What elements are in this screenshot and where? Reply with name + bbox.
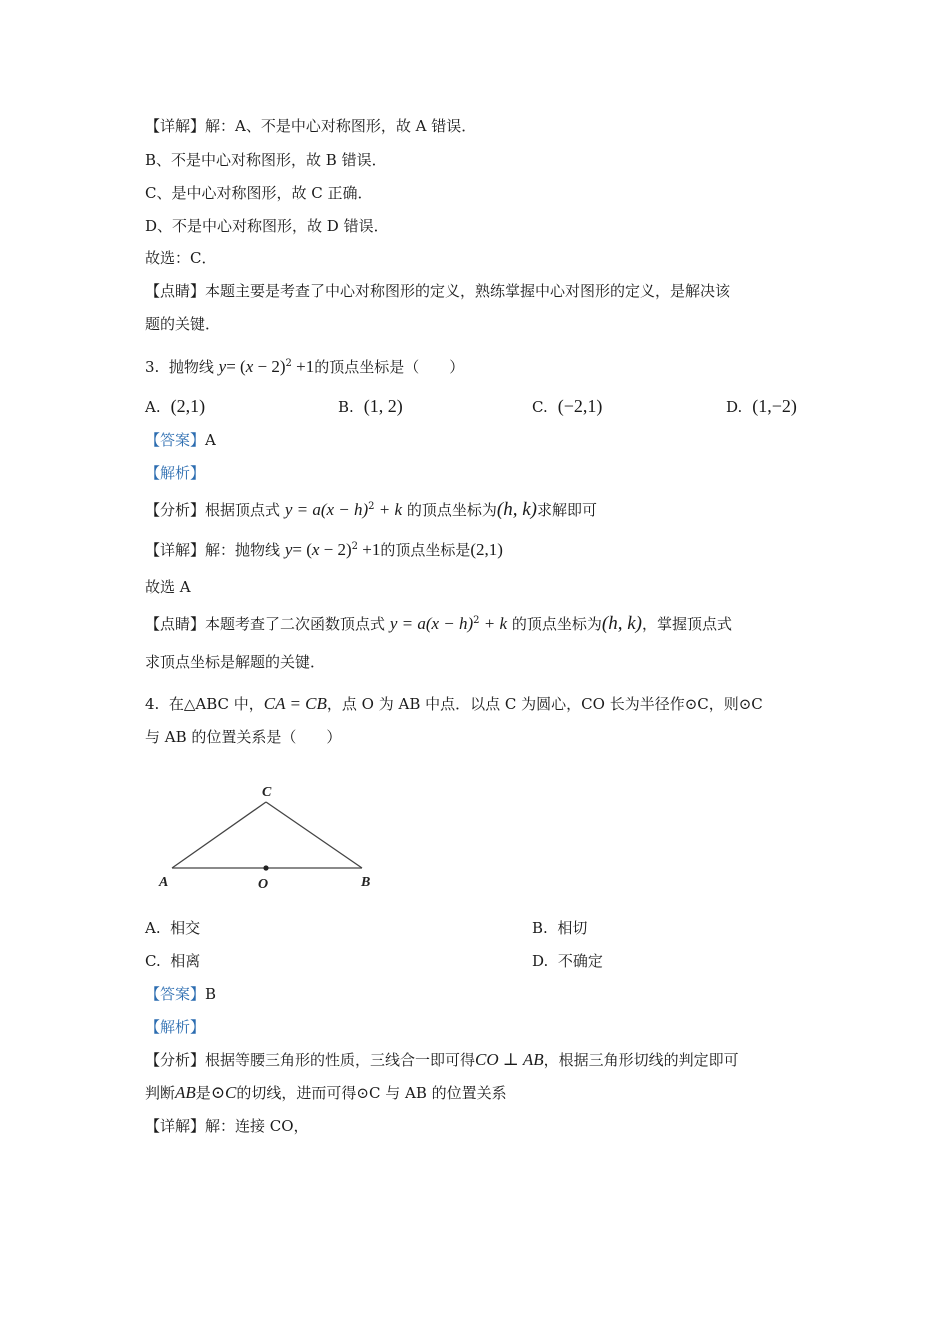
q4-option-b: B. 相切 [532, 919, 588, 937]
label-a: A [159, 875, 169, 890]
q3-equation: $y= (x - 2)^2 +1$ [218, 357, 315, 376]
q2-choose: 故选：C． [145, 249, 217, 267]
q3-choose: 故选 A [145, 578, 191, 596]
detail-tag: 【详解】 [145, 117, 206, 135]
midpoint-o [263, 865, 268, 870]
q2-comment-line1: 【点睛】本题主要是考查了中心对称图形的定义，熟练掌握中心对图形的定义，是解决该 [145, 282, 731, 300]
q3-option-a: A. (2,1) [145, 396, 206, 416]
label-o: O [258, 877, 269, 892]
label-c: C [262, 785, 272, 800]
q4-stem-line1: 4. 在△ABC 中，CA = CB，点 O 为 AB 中点．以点 C 为圆心，CO 长为半径作⊙C，则⊙C [145, 694, 763, 713]
q3-comment-line2: 求顶点坐标是解题的关键． [145, 653, 326, 671]
q4-detail: 【详解】解：连接 CO， [145, 1117, 309, 1135]
q4-option-a: A. 相交 [145, 919, 201, 937]
q3-option-b: B. (1, 2) [338, 396, 403, 416]
side-cb [266, 802, 362, 868]
q2-detail-line4: D、不是中心对称图形，故 D 错误． [145, 217, 389, 235]
q2-detail-line2: B、不是中心对称图形，故 B 错误． [145, 151, 387, 169]
label-b: B [361, 875, 371, 890]
comment-tag: 【点睛】 [145, 282, 206, 300]
q4-answer: 【答案】B [145, 985, 217, 1003]
q2-detail-line3: C、是中心对称图形，故 C 正确． [145, 184, 373, 202]
q4-analyze-line2: 判断AB是⊙C的切线，进而可得⊙C 与 AB 的位置关系 [145, 1083, 507, 1102]
q3-analyze: 【分析】根据顶点式 $y = a(x - h)^2 + k$ 的顶点坐标为(h, k)求解即可 [145, 499, 597, 520]
triangle-figure [150, 778, 390, 893]
q3-option-d: D. (1,−2) [726, 396, 797, 416]
q4-stem-line2: 与 AB 的位置关系是（ ） [145, 728, 342, 746]
q3-option-c: C. (−2,1) [532, 396, 603, 416]
q4-option-c: C. 相离 [145, 952, 201, 970]
q4-option-d: D. 不确定 [532, 952, 603, 970]
q3-analysis-tag: 【解析】 [145, 464, 206, 482]
q3-detail: 【详解】解：抛物线 $y= (x - 2)^2 +1$的顶点坐标是(2,1) [145, 540, 503, 559]
side-ca [172, 802, 266, 868]
q4-analysis-tag: 【解析】 [145, 1018, 206, 1036]
q2-detail-line1: 【详解】解：A、不是中心对称图形，故 A 错误． [145, 117, 477, 135]
q3-stem: 3. 抛物线 $y= (x - 2)^2 +1$的顶点坐标是（ ） [145, 357, 465, 376]
q4-analyze-line1: 【分析】根据等腰三角形的性质，三线合一即可得CO ⊥ AB，根据三角形切线的判定即可 [145, 1050, 739, 1069]
q3-comment-line1: 【点睛】本题考查了二次函数顶点式 $y = a(x - h)^2 + k$ 的顶点坐标为(h, k)，掌握顶点式 [145, 613, 732, 634]
q2-comment-line2: 题的关键． [145, 315, 221, 333]
q3-answer: 【答案】A [145, 431, 216, 449]
